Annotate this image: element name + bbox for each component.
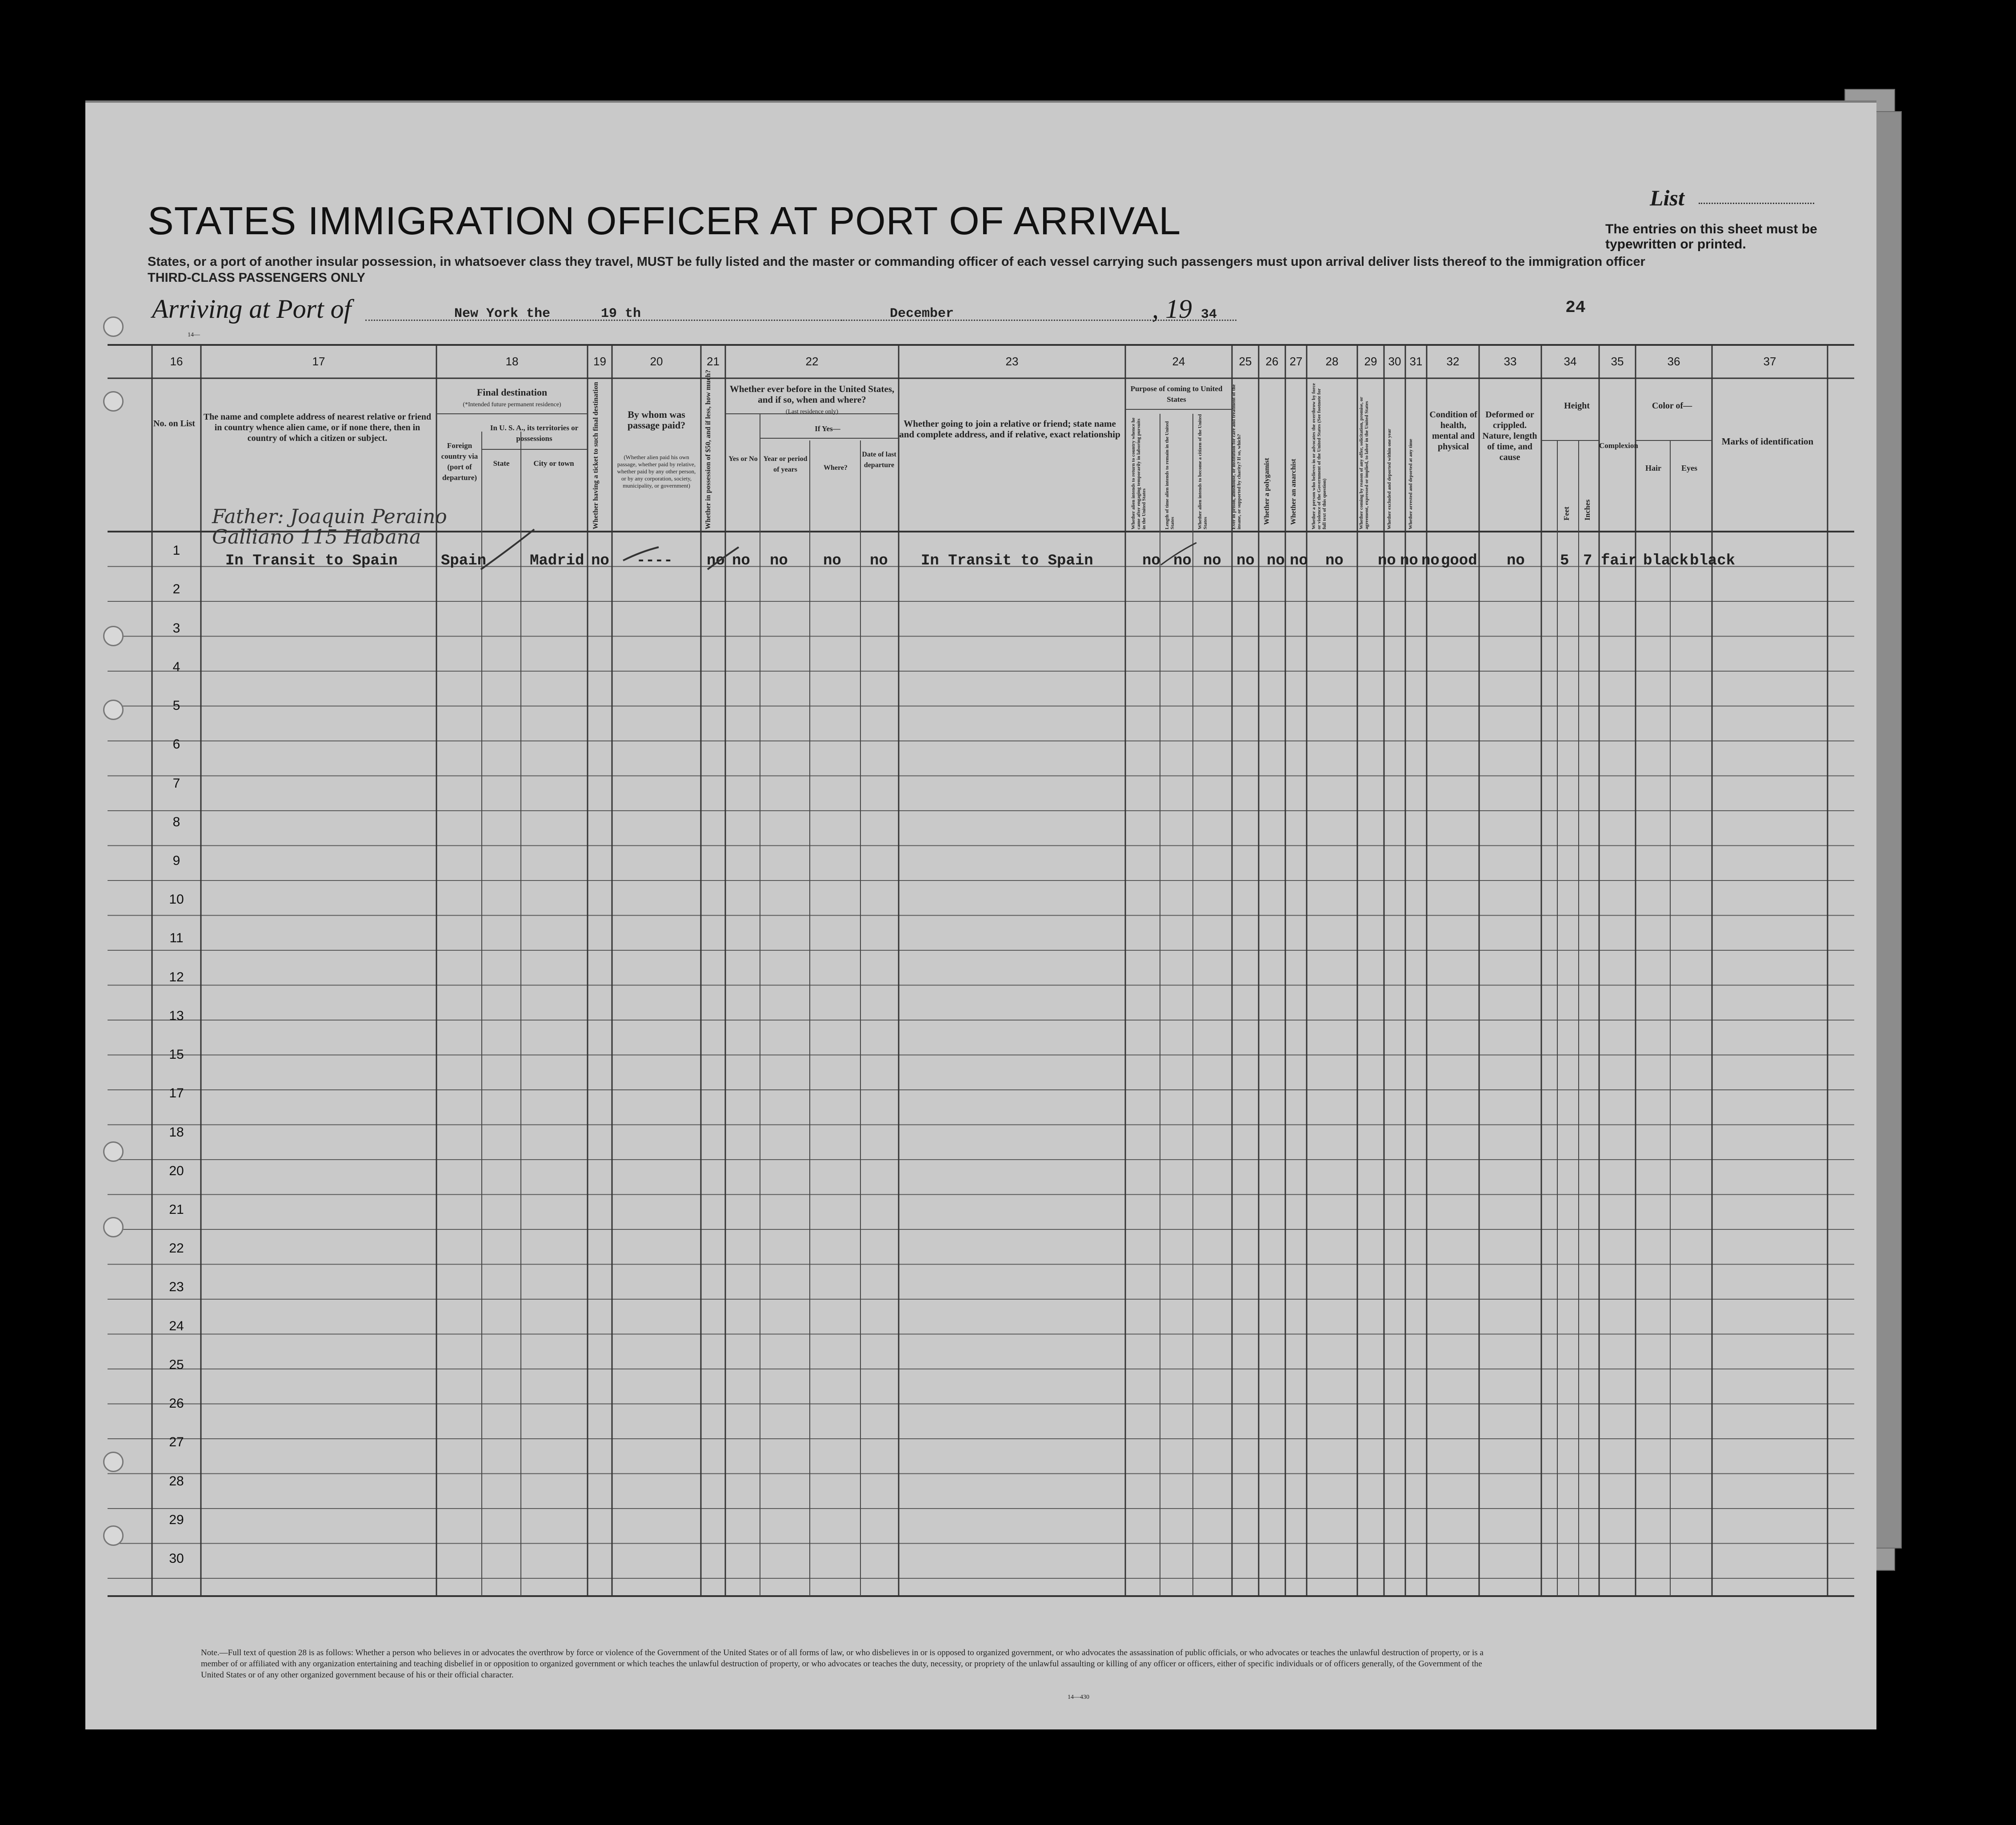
column-number: 26 (1265, 355, 1279, 368)
cell-hair: black (1643, 552, 1689, 569)
binder-hole (103, 700, 124, 720)
binder-hole (103, 1452, 124, 1472)
header-ticket: Whether having a ticket to such final destination (592, 382, 600, 529)
cell-inches: 7 (1583, 552, 1592, 569)
column-number: 36 (1667, 355, 1680, 368)
form-title: STATES IMMIGRATION OFFICER AT PORT OF ARRIVAL (148, 199, 1181, 243)
header-condition: Condition of health, mental and physical (1429, 410, 1477, 452)
header-color-of: Color of— (1652, 401, 1692, 411)
header-eyes: Eyes (1681, 464, 1697, 472)
binder-hole (103, 1217, 124, 1237)
row-number: 24 (169, 1318, 184, 1333)
header-no-on-list: No. on List (153, 419, 195, 428)
column-number: 19 (593, 355, 606, 368)
form-code-bottom: 14—430 (1068, 1694, 1089, 1701)
header-if-yes: If Yes— (815, 424, 840, 433)
cell-purpose-a: no (1142, 552, 1160, 569)
row-number: 26 (169, 1396, 184, 1411)
header-inches: Inches (1583, 499, 1592, 520)
column-number: 32 (1446, 355, 1460, 368)
header-q29: Whether coming by reason of any offer, solicitation, promise, or agreement, expressed or implied, to labor in the United States (1359, 396, 1369, 529)
cell-before-yes-no: no (732, 552, 750, 569)
header-q30: Whether excluded and deported within one year (1387, 428, 1392, 529)
header-period: Year or period of years (763, 455, 808, 473)
column-number: 17 (312, 355, 325, 368)
header-state: State (493, 459, 510, 468)
arriving-label: Arriving at Port of (152, 294, 352, 324)
header-date-departure: Date of last departure (862, 451, 896, 469)
column-number: 24 (1172, 355, 1185, 368)
year-prefix: , 19 (1152, 294, 1192, 324)
cell-q29: no (1378, 552, 1396, 569)
header-purpose-b: Length of time alien intends to remain in the United States (1164, 421, 1175, 529)
header-complexion: Complexion (1599, 441, 1638, 450)
row-number: 8 (172, 814, 180, 829)
header-fifty-dollars: Whether in possession of $50, and if less, how much? (704, 369, 712, 529)
header-yes-no: Yes or No (728, 455, 758, 463)
header-anarchist: Whether an anarchist (1290, 459, 1297, 525)
column-number: 37 (1763, 355, 1776, 368)
header-marks: Marks of identification (1721, 436, 1814, 447)
header-polygamist: Whether a polygamist (1263, 458, 1271, 525)
row-number: 9 (172, 853, 180, 868)
cell-city: Madrid (530, 552, 584, 569)
form-instructions: States, or a port of another insular possession, in whatsoever class they travel, MUST be fully listed and the master or commanding officer of each vessel carrying such passengers must upon arrival deliver lists thereof to the immigration officer THIRD-CLASS PASSENGERS ONLY (148, 255, 1645, 285)
row-number: 13 (169, 1008, 184, 1023)
row-number: 20 (169, 1163, 184, 1178)
row-number: 2 (172, 582, 180, 597)
cell-anarchist: no (1290, 552, 1308, 569)
column-number: 18 (505, 355, 519, 368)
cell-date-departure: no (870, 552, 888, 569)
column-number: 21 (707, 355, 720, 368)
column-number: 28 (1325, 355, 1339, 368)
row-number: 10 (169, 892, 184, 907)
cell-q31: no (1421, 552, 1440, 569)
form-code-top: 14— (188, 332, 200, 338)
handwritten-relative-line1: Father: Joaquin Peraino (212, 505, 447, 528)
binder-hole (103, 391, 124, 412)
header-nearest-relative: The name and complete address of nearest relative or friend in country whence alien came, or if none there, then in country of which a citizen or subject. (203, 412, 432, 443)
column-number: 34 (1564, 355, 1577, 368)
header-final-destination: Final destination (476, 387, 548, 398)
header-passage-paid-sub: (Whether alien paid his own passage, whether paid by relative, whether paid by any other person, or by any corporation, society, municipality, or government) (617, 454, 696, 489)
binder-hole (103, 1141, 124, 1162)
header-q28: Whether a person who believes in or advocates the overthrow by force or violence of the Government of the United States (See footnote for full text of this question) (1311, 383, 1327, 529)
column-number: 30 (1388, 355, 1401, 368)
cell-deformed: no (1507, 552, 1525, 569)
row-number: 7 (172, 776, 180, 791)
row-number: 27 (169, 1435, 184, 1450)
month-value: December (890, 306, 954, 321)
row-number: 12 (169, 969, 184, 985)
row-number: 25 (169, 1357, 184, 1372)
header-passage-paid: By whom was passage paid? (627, 409, 686, 431)
cell-fifty: no (707, 552, 725, 569)
manifest-sheet (85, 100, 1876, 1729)
header-purpose: Purpose of coming to United States (1130, 384, 1223, 404)
column-number: 25 (1239, 355, 1252, 368)
year-value: 34 (1201, 307, 1217, 322)
row-number: 18 (169, 1125, 184, 1140)
cell-relative-address: In Transit to Spain (225, 552, 398, 569)
column-number: 22 (805, 355, 819, 368)
column-number: 27 (1289, 355, 1303, 368)
cell-purpose-c: no (1203, 552, 1221, 569)
row-number: 1 (172, 543, 180, 558)
header-hair: Hair (1645, 464, 1661, 472)
cell-polygamist: no (1267, 552, 1285, 569)
header-foreign-country: Foreign country via (port of departure) (441, 441, 478, 482)
port-value: New York the (454, 306, 551, 321)
column-number: 20 (650, 355, 663, 368)
row-number: 3 (172, 620, 180, 636)
row-number: 17 (169, 1086, 184, 1101)
list-label: List (1650, 185, 1684, 210)
page-number: 24 (1565, 298, 1586, 317)
column-number: 31 (1409, 355, 1423, 368)
header-before-us-sub: (Last residence only) (785, 408, 839, 415)
cell-condition: good (1441, 552, 1477, 569)
handwritten-relative-line2: Galliano 115 Habana (212, 526, 421, 548)
header-purpose-c: Whether alien intends to become a citizen of the United States (1197, 414, 1208, 529)
row-number: 4 (172, 659, 180, 674)
page-edge (1873, 111, 1902, 1549)
row-number: 6 (172, 737, 180, 752)
cell-purpose-b: no (1173, 552, 1192, 569)
day-value: 19 th (601, 306, 641, 321)
column-number: 16 (170, 355, 183, 368)
cell-foreign-country: Spain (441, 552, 487, 569)
cell-ticket: no (591, 552, 609, 569)
row-number: 11 (169, 931, 184, 946)
cell-feet: 5 (1560, 552, 1569, 569)
cell-where: no (823, 552, 841, 569)
header-prison: Ever in prison, almshouse, or institution for care and treatment of the insane, or supported by charity? If so, which? (1231, 384, 1242, 529)
binder-hole (103, 316, 124, 337)
row-number: 22 (169, 1241, 184, 1256)
footnote: Note.—Full text of question 28 is as follows: Whether a person who believes in or advocates the overthrow by force or violence of the Government of the United States or of all forms of law, or who disbelieves in or is opposed to organized government, or who advocates the assassination of public officials, or who advocates or teaches the unlawful destruction of property, or is a member of or affiliated with any organization entertaining and teaching disbelief in or opposition to organized government or which teaches the unlawful destruction of property, or who advocates or teaches the duty, necessity, or propriety of the unlawful assaulting or killing of any officer or officers, either of specific individuals or of officers generally, of the Government of the United States or of any other organized government because of his or their official character. (201, 1648, 1484, 1680)
header-purpose-a: Whether alien intends to return to country whence he came after engaging temporarily in laboring pursuits in the United States (1131, 417, 1147, 529)
header-q31: Whether arrested and deported at any time (1408, 439, 1413, 529)
binder-hole (103, 1525, 124, 1546)
header-height: Height (1564, 401, 1590, 411)
cell-q28: no (1325, 552, 1344, 569)
header-feet: Feet (1562, 506, 1571, 520)
header-city: City or town (533, 459, 574, 468)
row-number: 15 (169, 1047, 184, 1062)
row-number: 30 (169, 1551, 184, 1566)
cell-passage: ---- (636, 552, 673, 569)
header-where: Where? (824, 464, 848, 472)
header-final-destination-sub: (*Intended future permanent residence) (463, 401, 561, 408)
column-number: 33 (1504, 355, 1517, 368)
column-number: 29 (1364, 355, 1377, 368)
cell-period: no (770, 552, 788, 569)
cell-eyes: black (1690, 552, 1736, 569)
row-number: 23 (169, 1280, 184, 1295)
entries-note: The entries on this sheet must be typewritten or printed. (1605, 222, 1817, 252)
cell-join-relative: In Transit to Spain (921, 552, 1093, 569)
row-number: 5 (172, 698, 180, 713)
header-deformed: Deformed or crippled. Nature, length of time, and cause (1482, 410, 1537, 462)
row-number: 21 (169, 1202, 184, 1217)
row-number: 28 (169, 1473, 184, 1489)
header-join-relative: Whether going to join a relative or friend; state name and complete address, and if relative, exact relationship (899, 418, 1120, 440)
header-before-us: Whether ever before in the United States, and if so, when and where? (729, 384, 895, 405)
cell-complexion: fair (1601, 552, 1637, 569)
column-number: 35 (1611, 355, 1624, 368)
column-number: 23 (1005, 355, 1019, 368)
pen-strokes (85, 103, 1876, 592)
header-in-usa: In U. S. A., its territories or possessions (490, 424, 579, 443)
cell-q30: no (1400, 552, 1418, 569)
row-number: 29 (169, 1512, 184, 1527)
binder-hole (103, 626, 124, 646)
cell-prison: no (1236, 552, 1255, 569)
